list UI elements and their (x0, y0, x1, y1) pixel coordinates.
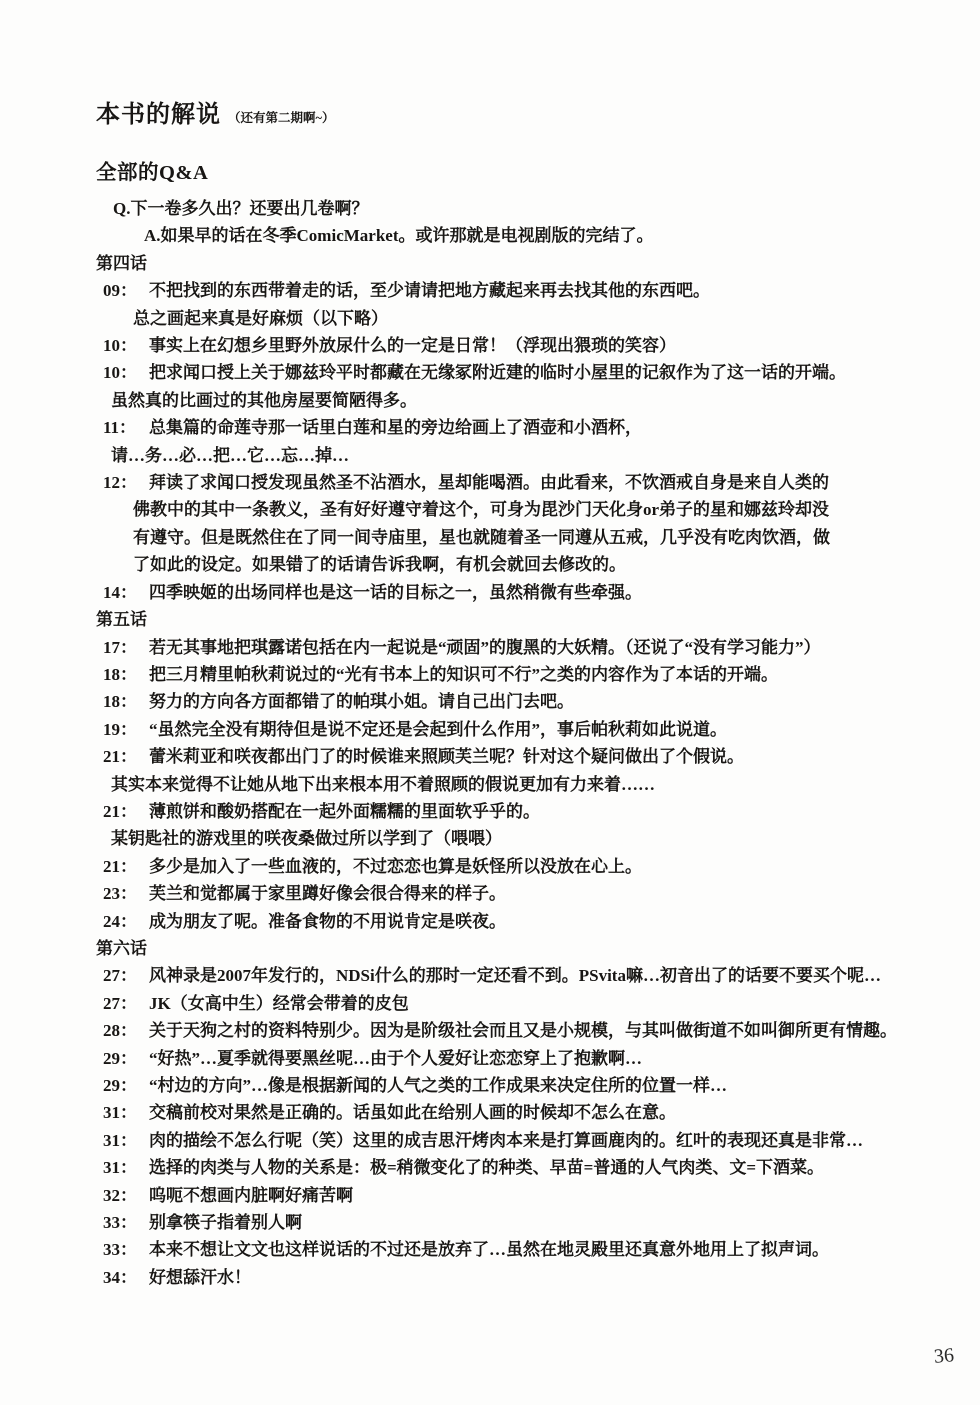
entry-text: 交稿前校对果然是正确的。话虽如此在给别人画的时候却不怎么在意。 (149, 1103, 676, 1123)
entry-text: 四季映姬的出场同样也是这一话的目标之一，虽然稍微有些牵强。 (149, 582, 642, 602)
qa-entry (96, 880, 928, 907)
continuation-line: 其实本来觉得不让她从地下出来根本用不着照顾的假说更加有力来着…… (111, 774, 655, 794)
qa-entry (96, 1127, 928, 1154)
entry-text: 拜读了求闻口授发现虽然圣不沾酒水，星却能喝酒。由此看来，不饮酒戒自身是来自人类的 (149, 473, 829, 493)
qa-entry (96, 469, 928, 496)
entry-text: 芙兰和觉都属于家里蹲好像会很合得来的样子。 (149, 884, 506, 904)
qa-entry (96, 1264, 928, 1291)
entry-text: 肉的描绘不怎么行呢（笑）这里的成吉思汗烤肉本来是打算画鹿肉的。红叶的表现还真是非常… (149, 1130, 863, 1150)
entry-number: 11： (103, 418, 137, 438)
entry-number: 24： (103, 911, 137, 931)
entry-text: 努力的方向各方面都错了的帕琪小姐。请自己出门去吧。 (149, 692, 574, 712)
continuation-line: 虽然真的比画过的其他房屋要简陋得多。 (111, 390, 417, 410)
continuation-line: 某钥匙社的游戏里的咲夜桑做过所以学到了（喂喂） (111, 829, 502, 849)
entry-number: 18： (103, 664, 137, 684)
entry-number: 32： (103, 1185, 137, 1205)
entry-text: 事实上在幻想乡里野外放尿什么的一定是日常！（浮现出猥琐的笑容） (149, 336, 676, 356)
qa-entry (96, 1099, 928, 1126)
section-heading: 第四话 (96, 253, 147, 273)
continuation-line: 佛教中的其中一条教义，圣有好好遵守着这个，可身为毘沙门天化身or弟子的星和娜兹玲却没 (133, 500, 830, 520)
qa-entry (96, 1154, 928, 1181)
entry-text: 好想舔汗水！ (149, 1267, 251, 1287)
entry-number: 33： (103, 1240, 137, 1260)
entry-number: 19： (103, 719, 137, 739)
entry-text: 别拿筷子指着别人啊 (149, 1213, 302, 1233)
qa-entry (96, 1045, 928, 1072)
qa-entry (96, 634, 928, 661)
qa-entry (96, 1236, 928, 1263)
continuation-line: 请…务…必…把…它…忘…掉… (111, 445, 349, 465)
page-title (96, 100, 928, 133)
qa-entry (96, 716, 928, 743)
qa-section-heading: 全部的Q&A (96, 162, 209, 184)
continuation-line: 了如此的设定。如果错了的话请告诉我啊，有机会就回去修改的。 (133, 555, 626, 575)
qa-entry (96, 990, 928, 1017)
entry-text: 呜呃不想画内脏啊好痛苦啊 (149, 1185, 353, 1205)
entry-number: 27： (103, 993, 137, 1013)
page-title-text: 本书的解说 (96, 102, 221, 128)
entry-number: 31： (103, 1158, 137, 1178)
entry-number: 17： (103, 637, 137, 657)
entry-text: 薄煎饼和酸奶搭配在一起外面糯糯的里面软乎乎的。 (149, 801, 540, 821)
entry-text: JK（女高中生）经常会带着的皮包 (149, 993, 409, 1013)
entry-text: 选择的肉类与人物的关系是：极=稍微变化了的种类、早苗=普通的人气肉类、文=下酒菜。 (149, 1158, 825, 1178)
entry-text: 成为朋友了呢。准备食物的不用说肯定是咲夜。 (149, 911, 506, 931)
qa-entry (96, 798, 928, 825)
entry-text: 本来不想让文文也这样说话的不过还是放弃了…虽然在地灵殿里还真意外地用上了拟声词。 (149, 1240, 829, 1260)
entry-number: 29： (103, 1048, 137, 1068)
qa-entry (96, 743, 928, 770)
answer-line: A.如果早的话在冬季ComicMarket。或许那就是电视剧版的完结了。 (144, 226, 654, 246)
section-heading: 第六话 (96, 938, 147, 958)
qa-entry (96, 1017, 928, 1044)
qa-entry (96, 853, 928, 880)
qa-entry (96, 579, 928, 606)
entry-text: 把求闻口授上关于娜兹玲平时都藏在无缘冢附近建的临时小屋里的记叙作为了这一话的开端。 (149, 363, 846, 383)
entry-number: 34： (103, 1267, 137, 1287)
question-line: Q.下一卷多久出？还要出几卷啊？ (113, 199, 369, 218)
entry-number: 21： (103, 856, 137, 876)
entry-text: 风神录是2007年发行的，NDSi什么的那时一定还看不到。PSvita嘛…初音出了的话要不要买个呢… (149, 966, 881, 986)
entry-text: “虽然完全没有期待但是说不定还是会起到什么作用”，事后帕秋莉如此说道。 (149, 719, 727, 739)
entry-number: 31： (103, 1130, 137, 1150)
qa-entry (96, 962, 928, 989)
entry-text: “村边的方向”…像是根据新闻的人气之类的工作成果来决定住所的位置一样… (149, 1076, 727, 1095)
qa-entry (96, 661, 928, 688)
entry-number: 18： (103, 692, 137, 712)
entry-text: 多少是加入了一些血液的，不过恋恋也算是妖怪所以没放在心上。 (149, 856, 642, 876)
entry-text: 若无其事地把琪露诺包括在内一起说是“顽固”的腹黑的大妖精。（还说了“没有学习能力”） (149, 637, 821, 657)
entry-number: 23： (103, 884, 137, 904)
entry-text: 不把找到的东西带着走的话，至少请请把地方藏起来再去找其他的东西吧。 (149, 281, 710, 301)
entry-number: 21： (103, 801, 137, 821)
entry-number: 10： (103, 363, 137, 383)
entry-number: 31： (103, 1103, 137, 1123)
qa-entry (96, 1182, 928, 1209)
entry-number: 33： (103, 1213, 137, 1233)
qa-entry (96, 1072, 928, 1099)
qa-entry (96, 277, 928, 304)
page-number: 36 (933, 1344, 955, 1368)
entry-number: 10： (103, 336, 137, 356)
qa-entry (96, 414, 928, 441)
entry-number: 14： (103, 582, 137, 602)
section-heading: 第五话 (96, 610, 147, 630)
qa-entry (96, 688, 928, 715)
entry-text: “好热”…夏季就得要黑丝呢…由于个人爱好让恋恋穿上了抱歉啊… (149, 1048, 642, 1068)
continuation-line: 总之画起来真是好麻烦（以下略） (133, 308, 388, 328)
qa-entry (96, 1209, 928, 1236)
entry-number: 27： (103, 966, 137, 986)
entry-number: 12： (103, 473, 137, 493)
qa-entry (96, 908, 928, 935)
entry-number: 09： (103, 281, 137, 301)
entry-number: 29： (103, 1076, 137, 1095)
page-title-note: （还有第二期啊~） (228, 111, 335, 125)
entry-number: 21： (103, 747, 137, 767)
continuation-line: 有遵守。但是既然住在了同一间寺庙里，星也就随着圣一同遵从五戒，几乎没有吃肉饮酒，做 (133, 527, 830, 547)
qa-rows (96, 195, 928, 1291)
entry-text: 蕾米莉亚和咲夜都出门了的时候谁来照顾芙兰呢？针对这个疑问做出了个假说。 (149, 747, 744, 767)
entry-text: 总集篇的命莲寺那一话里白莲和星的旁边给画上了酒壶和小酒杯， (149, 418, 642, 438)
qa-entry (96, 332, 928, 359)
entry-number: 28： (103, 1021, 137, 1041)
entry-text: 关于天狗之村的资料特别少。因为是阶级社会而且又是小规模，与其叫做街道不如叫御所更有情趣。 (149, 1021, 897, 1041)
qa-entry (96, 359, 928, 386)
entry-text: 把三月精里帕秋莉说过的“光有书本上的知识可不行”之类的内容作为了本话的开端。 (149, 664, 778, 684)
